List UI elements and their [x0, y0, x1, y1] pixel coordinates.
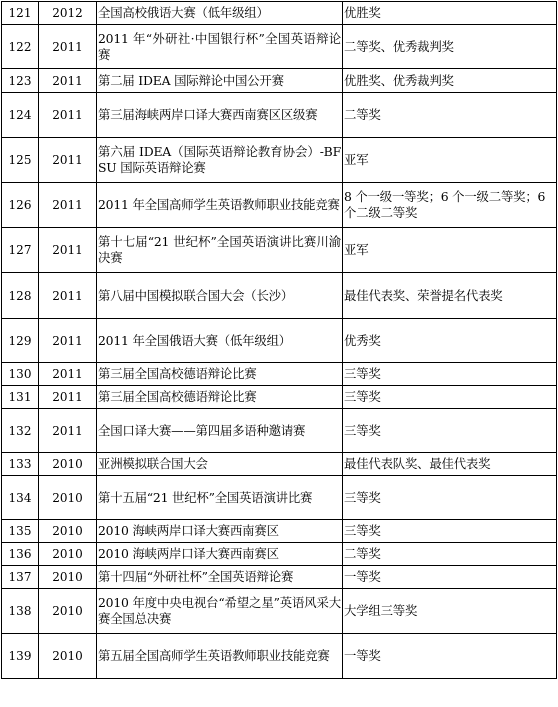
row-number-cell: 132	[2, 409, 39, 453]
award-cell: 最佳代表队奖、最佳代表奖	[343, 453, 557, 476]
row-number-cell: 138	[2, 589, 39, 634]
row-number-cell: 137	[2, 566, 39, 589]
award-cell: 三等奖	[343, 386, 557, 409]
competition-name-cell: 2011 年全国高师学生英语教师职业技能竞赛	[97, 183, 343, 228]
competition-name-cell: 第十七届“21 世纪杯”全国英语演讲比赛川渝决赛	[97, 228, 343, 273]
year-cell: 2011	[39, 93, 97, 138]
year-cell: 2011	[39, 273, 97, 319]
competition-name-cell: 2011 年全国俄语大赛（低年级组）	[97, 319, 343, 363]
competition-name-cell: 第二届 IDEA 国际辩论中国公开赛	[97, 69, 343, 93]
competition-name-cell: 2010 年度中央电视台“希望之星”英语风采大赛全国总决赛	[97, 589, 343, 634]
table-row	[2, 386, 557, 409]
competition-name-cell: 2011 年“外研社·中国银行杯”全国英语辩论赛	[97, 25, 343, 69]
row-number-cell: 131	[2, 386, 39, 409]
award-cell: 三等奖	[343, 476, 557, 520]
table-row	[2, 363, 557, 386]
table-row	[2, 138, 557, 183]
table-row	[2, 520, 557, 543]
award-cell: 优秀奖	[343, 319, 557, 363]
year-cell: 2011	[39, 183, 97, 228]
award-cell: 亚军	[343, 138, 557, 183]
award-cell: 二等奖、优秀裁判奖	[343, 25, 557, 69]
row-number-cell: 127	[2, 228, 39, 273]
table-row	[2, 25, 557, 69]
competition-name-cell: 第三届海峡两岸口译大赛西南赛区区级赛	[97, 93, 343, 138]
table-row	[2, 409, 557, 453]
table-row	[2, 589, 557, 634]
table-row	[2, 228, 557, 273]
award-cell: 三等奖	[343, 409, 557, 453]
table-row	[2, 319, 557, 363]
award-cell: 三等奖	[343, 363, 557, 386]
award-cell: 一等奖	[343, 566, 557, 589]
award-cell: 亚军	[343, 228, 557, 273]
competition-name-cell: 2010 海峡两岸口译大赛西南赛区	[97, 520, 343, 543]
table-row	[2, 69, 557, 93]
competition-name-cell: 第八届中国模拟联合国大会（长沙）	[97, 273, 343, 319]
year-cell: 2011	[39, 138, 97, 183]
award-cell: 8 个一级一等奖；6 个一级二等奖；6 个二级二等奖	[343, 183, 557, 228]
award-cell: 一等奖	[343, 634, 557, 679]
award-cell: 二等奖	[343, 93, 557, 138]
row-number-cell: 134	[2, 476, 39, 520]
competition-name-cell: 第六届 IDEA（国际英语辩论教育协会）-BFSU 国际英语辩论赛	[97, 138, 343, 183]
competition-name-cell: 第三届全国高校德语辩论比赛	[97, 363, 343, 386]
year-cell: 2010	[39, 476, 97, 520]
year-cell: 2011	[39, 386, 97, 409]
year-cell: 2011	[39, 25, 97, 69]
table-row	[2, 476, 557, 520]
table-row	[2, 566, 557, 589]
table-row	[2, 183, 557, 228]
year-cell: 2012	[39, 2, 97, 25]
competition-name-cell: 全国口译大赛——第四届多语种邀请赛	[97, 409, 343, 453]
row-number-cell: 124	[2, 93, 39, 138]
table-row	[2, 453, 557, 476]
year-cell: 2010	[39, 543, 97, 566]
table-row	[2, 273, 557, 319]
year-cell: 2011	[39, 409, 97, 453]
competition-name-cell: 2010 海峡两岸口译大赛西南赛区	[97, 543, 343, 566]
award-cell: 三等奖	[343, 520, 557, 543]
table-row	[2, 2, 557, 25]
competition-name-cell: 第十四届“外研社杯”全国英语辩论赛	[97, 566, 343, 589]
row-number-cell: 123	[2, 69, 39, 93]
row-number-cell: 128	[2, 273, 39, 319]
year-cell: 2011	[39, 319, 97, 363]
award-cell: 优胜奖、优秀裁判奖	[343, 69, 557, 93]
table-row	[2, 93, 557, 138]
competition-name-cell: 亚洲模拟联合国大会	[97, 453, 343, 476]
row-number-cell: 133	[2, 453, 39, 476]
table-row	[2, 543, 557, 566]
year-cell: 2011	[39, 363, 97, 386]
award-cell: 二等奖	[343, 543, 557, 566]
row-number-cell: 129	[2, 319, 39, 363]
row-number-cell: 122	[2, 25, 39, 69]
table-row	[2, 634, 557, 679]
competition-name-cell: 全国高校俄语大赛（低年级组）	[97, 2, 343, 25]
award-cell: 大学组三等奖	[343, 589, 557, 634]
row-number-cell: 126	[2, 183, 39, 228]
year-cell: 2010	[39, 634, 97, 679]
year-cell: 2010	[39, 589, 97, 634]
year-cell: 2010	[39, 566, 97, 589]
row-number-cell: 135	[2, 520, 39, 543]
row-number-cell: 136	[2, 543, 39, 566]
row-number-cell: 121	[2, 2, 39, 25]
row-number-cell: 130	[2, 363, 39, 386]
awards-table	[1, 1, 557, 679]
competition-name-cell: 第五届全国高师学生英语教师职业技能竞赛	[97, 634, 343, 679]
year-cell: 2011	[39, 228, 97, 273]
competition-name-cell: 第十五届“21 世纪杯”全国英语演讲比赛	[97, 476, 343, 520]
year-cell: 2010	[39, 453, 97, 476]
row-number-cell: 139	[2, 634, 39, 679]
competition-name-cell: 第三届全国高校德语辩论比赛	[97, 386, 343, 409]
year-cell: 2011	[39, 69, 97, 93]
award-cell: 最佳代表奖、荣誉提名代表奖	[343, 273, 557, 319]
row-number-cell: 125	[2, 138, 39, 183]
year-cell: 2010	[39, 520, 97, 543]
award-cell: 优胜奖	[343, 2, 557, 25]
awards-table-body	[2, 2, 557, 679]
